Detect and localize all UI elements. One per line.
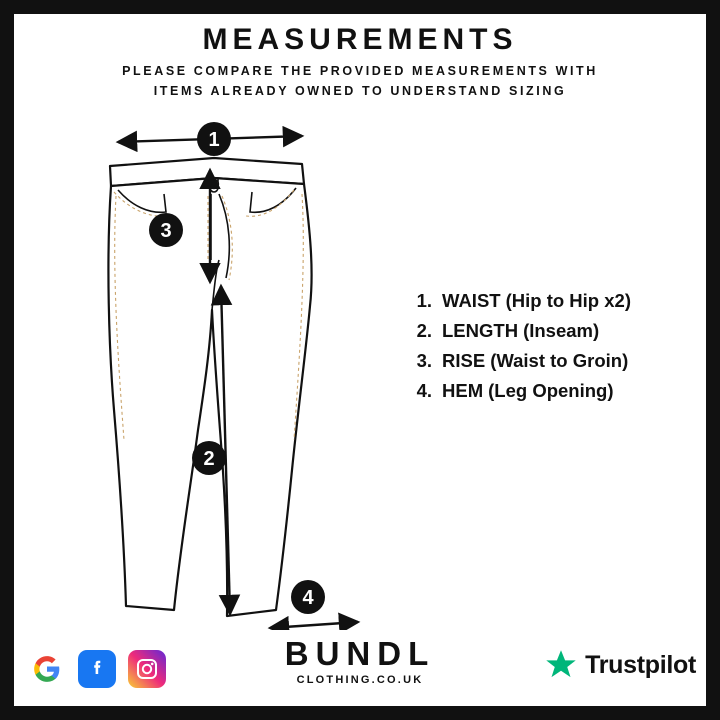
legend-item-waist-key: WAIST xyxy=(442,290,501,311)
legend xyxy=(404,286,704,406)
page-title: MEASUREMENTS xyxy=(202,23,518,56)
trustpilot-star-icon xyxy=(544,648,578,682)
marker-1-label: 1 xyxy=(208,129,220,151)
jeans-diagram xyxy=(14,110,414,630)
google-icon[interactable] xyxy=(28,650,66,688)
legend-item-length-number: 2. xyxy=(416,320,432,341)
marker-2-label: 2 xyxy=(203,448,215,470)
footer xyxy=(14,614,706,700)
marker-4-label: 4 xyxy=(302,587,314,609)
social-links xyxy=(28,650,166,688)
marker-4 xyxy=(291,580,325,614)
marker-2 xyxy=(192,441,226,475)
legend-item-length-key: LENGTH xyxy=(442,320,519,341)
legend-item-waist xyxy=(404,286,704,316)
legend-item-waist-number: 1. xyxy=(416,290,432,311)
instagram-icon[interactable] xyxy=(128,650,166,688)
facebook-icon[interactable] xyxy=(78,650,116,688)
legend-item-rise-key: RISE xyxy=(442,350,486,371)
brand-website: CLOTHING.CO.UK xyxy=(296,674,424,686)
marker-3-label: 3 xyxy=(160,220,172,242)
legend-item-waist-desc: (Hip to Hip x2) xyxy=(505,290,631,311)
legend-item-rise-desc: (Waist to Groin) xyxy=(490,350,629,371)
header-subtitle-line-2: ITEMS ALREADY OWNED TO UNDERSTAND SIZING xyxy=(153,84,567,98)
trustpilot-label: Trustpilot xyxy=(585,650,696,679)
legend-item-hem-key: HEM xyxy=(442,380,484,401)
legend-item-length xyxy=(404,316,704,346)
legend-item-length-desc: (Inseam) xyxy=(523,320,600,341)
header-subtitle-line-1: PLEASE COMPARE THE PROVIDED MEASUREMENTS WITH xyxy=(122,64,598,78)
brand-logo xyxy=(285,636,435,686)
marker-1 xyxy=(197,122,231,156)
legend-item-rise xyxy=(404,346,704,376)
legend-item-rise-number: 3. xyxy=(416,350,432,371)
marker-3 xyxy=(149,213,183,247)
legend-item-hem-number: 4. xyxy=(416,380,432,401)
legend-item-hem xyxy=(404,376,704,406)
trustpilot-badge[interactable] xyxy=(544,648,696,682)
legend-item-hem-desc: (Leg Opening) xyxy=(488,380,614,401)
header xyxy=(14,22,706,101)
brand-name: BUNDL xyxy=(284,635,436,672)
